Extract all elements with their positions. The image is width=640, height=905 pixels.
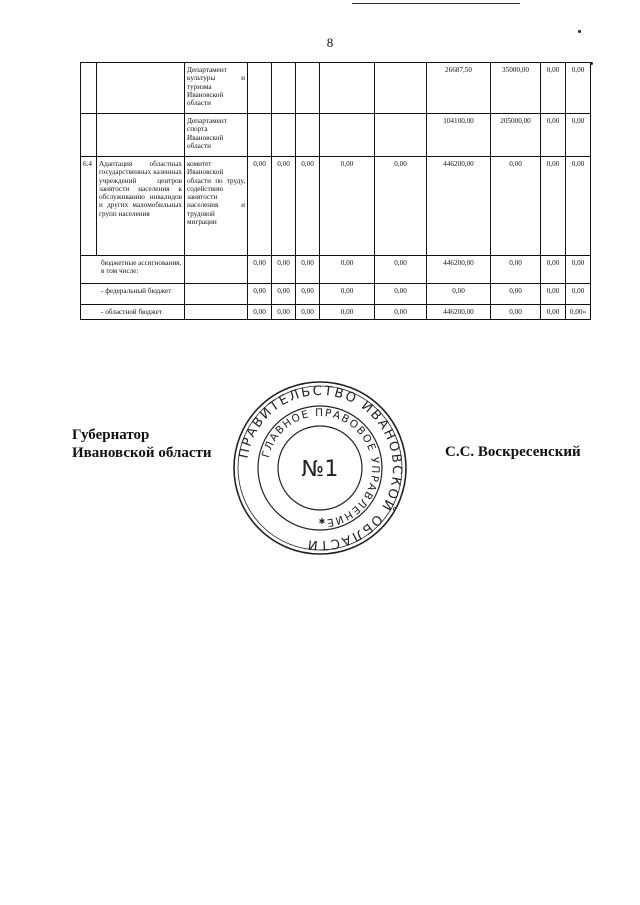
table-cell: [185, 305, 248, 320]
table-cell: 0,00: [320, 305, 375, 320]
table-cell: 446200,00: [427, 305, 491, 320]
budget-table: [80, 62, 591, 320]
table-cell: 0,00: [248, 157, 272, 256]
table-cell: 0,00: [296, 157, 320, 256]
table-cell: 104100,00: [427, 114, 491, 157]
table-cell: 0,00: [566, 256, 591, 284]
table-cell: 0,00: [272, 284, 296, 305]
row-label: бюджетные ассигнования, в том числе:: [101, 259, 182, 276]
table-cell: 0,00: [375, 305, 427, 320]
page-number: 8: [326, 35, 334, 50]
table-cell: 0,00: [272, 305, 296, 320]
star-icon: ✱: [318, 517, 326, 526]
table-cell: 0,00: [566, 63, 591, 114]
table-row: [81, 305, 591, 320]
table-cell: 0,00: [491, 157, 541, 256]
table-cell: 0,00: [375, 256, 427, 284]
table-cell: 0,00: [320, 256, 375, 284]
table-cell: Адаптация областных государственных казенных учреждений центров занятости населения к обслуживанию инвалидов и других маломобильных групп населения: [97, 157, 185, 256]
table-cell: 0,00: [248, 284, 272, 305]
table-cell: 0,00: [541, 114, 566, 157]
row-label: - федеральный бюджет: [101, 287, 172, 295]
table-cell: 0,00: [272, 157, 296, 256]
table-row: [81, 256, 591, 284]
table-cell: [375, 114, 427, 157]
official-stamp: [230, 378, 410, 558]
table-cell: 0,00: [375, 284, 427, 305]
table-cell: 0,00: [541, 157, 566, 256]
table-cell: 0,00: [296, 284, 320, 305]
table-cell: Департамент культуры и туризма Ивановской области: [185, 63, 248, 114]
signatory-title-line: Губернатор: [72, 427, 150, 443]
table-cell: 0,00: [427, 284, 491, 305]
table-cell: [320, 114, 375, 157]
table-cell: [248, 114, 272, 157]
table-cell: 0,00: [566, 157, 591, 256]
table-row: [81, 63, 591, 114]
table-cell: 0,00: [491, 305, 541, 320]
table-cell: 0,00: [320, 157, 375, 256]
table-cell: 205000,00: [491, 114, 541, 157]
table-cell: 0,00: [272, 256, 296, 284]
table-cell: 0,00: [541, 256, 566, 284]
table-cell: 6.4: [81, 157, 97, 256]
table-cell: 446200,00: [427, 256, 491, 284]
table-cell: 0,00: [296, 256, 320, 284]
stamp-center-text: №1: [301, 457, 339, 482]
table-cell: 446200,00: [427, 157, 491, 256]
signatory-title: [72, 426, 212, 462]
table-cell: [81, 284, 185, 305]
table-cell: 0,00: [491, 256, 541, 284]
table-cell: [81, 256, 185, 284]
table-cell: [185, 284, 248, 305]
table-cell: 0,00: [491, 284, 541, 305]
table-cell: Департамент спорта Ивановской области: [185, 114, 248, 157]
table-row: [81, 284, 591, 305]
table-cell: [320, 63, 375, 114]
table-cell: [272, 63, 296, 114]
table-cell: [375, 63, 427, 114]
table-cell: [272, 114, 296, 157]
signatory-title-line: Ивановской области: [72, 445, 212, 461]
header-rule: [352, 3, 520, 4]
table-cell: 0,00: [566, 114, 591, 157]
table-cell: 0,00: [320, 284, 375, 305]
table-cell: 0,00»: [566, 305, 591, 320]
table-cell: 0,00: [541, 284, 566, 305]
table-row: [81, 114, 591, 157]
table-row: [81, 157, 591, 256]
table-cell: 0,00: [566, 284, 591, 305]
table-cell: 0,00: [541, 63, 566, 114]
table-cell: [248, 63, 272, 114]
table-cell: 0,00: [296, 305, 320, 320]
table-cell: [97, 114, 185, 157]
scan-speck: [578, 30, 581, 33]
table-cell: 26687,50: [427, 63, 491, 114]
table-cell: [296, 63, 320, 114]
table-cell: комитет Ивановской области по труду, содействию занятости населения и трудовой миграции: [185, 157, 248, 256]
table-cell: [81, 305, 185, 320]
table-cell: [81, 63, 97, 114]
table-cell: 0,00: [248, 305, 272, 320]
row-label: - областной бюджет: [101, 308, 162, 316]
table-cell: 0,00: [375, 157, 427, 256]
table-cell: [97, 63, 185, 114]
table-cell: [81, 114, 97, 157]
table-cell: [185, 256, 248, 284]
stamp-outer-text: ПРАВИТЕЛЬСТВО ИВАНОВСКОЙ ОБЛАСТИ: [236, 383, 405, 553]
table-cell: [296, 114, 320, 157]
signatory-name: С.С. Воскресенский: [445, 444, 581, 460]
table-cell: 0,00: [541, 305, 566, 320]
stamp-inner-text: ГЛАВНОЕ ПРАВОВОЕ УПРАВЛЕНИЕ: [260, 406, 382, 529]
table-cell: 0,00: [248, 256, 272, 284]
table-cell: 35000,00: [491, 63, 541, 114]
